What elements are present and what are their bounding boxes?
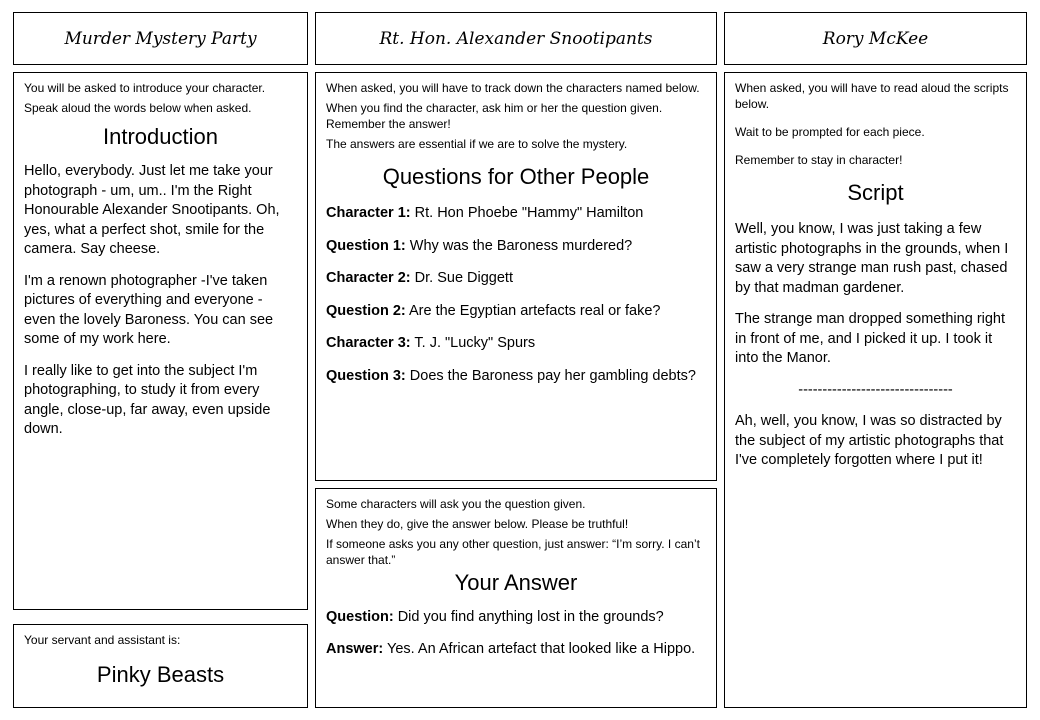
answer-text: Answer: Yes. An African artefact that looked like a Hippo. — [326, 640, 696, 657]
questions-instruction: The answers are essential if we are to solve the mystery. — [326, 137, 628, 151]
questions-panel — [315, 72, 717, 481]
script-paragraph: The strange man dropped something right in front of me, and I picked it up. I took it into the Manor. — [735, 311, 1006, 366]
script-paragraph: Ah, well, you know, I was so distracted by the subject of my artistic photographs that I've completely forgotten where I put it! — [735, 413, 1004, 468]
header-player — [724, 12, 1027, 65]
character-name: Rt. Hon. Alexander Snootipants — [379, 28, 653, 49]
answer-question: Question: Did you find anything lost in the grounds? — [326, 609, 664, 625]
intro-paragraph: Hello, everybody. Just let me take your photograph - um, um.. I'm the Right Honourable Alexander Snootipants. Oh, yes, what a perfect shot, smile for the camera. Say cheese. — [24, 163, 280, 257]
questions-instruction: When asked, you will have to track down the characters named below. — [326, 81, 700, 95]
intro-paragraph: I really like to get into the subject I'm photographing, to study it from every angle, close-up, far away, even upside down. — [24, 362, 271, 437]
answer-panel — [315, 488, 717, 708]
script-instruction: When asked, you will have to read aloud the scripts below. — [735, 81, 1009, 111]
party-title: Murder Mystery Party — [64, 28, 257, 49]
questions-heading: Questions for Other People — [382, 164, 650, 189]
intro-instruction: Speak aloud the words below when asked. — [24, 101, 252, 115]
answer-instruction: When they do, give the answer below. Please be truthful! — [326, 517, 629, 531]
intro-paragraph: I'm a renown photographer -I've taken pictures of everything and everyone - even the lovely Baroness. You can see some of my work here. — [24, 272, 274, 347]
script-instruction: Remember to stay in character! — [735, 153, 903, 167]
question-item: Character 3: T. J. "Lucky" Spurs — [326, 335, 536, 351]
introduction-panel — [13, 72, 308, 610]
question-item: Question 3: Does the Baroness pay her gambling debts? — [326, 367, 696, 384]
answer-instruction: Some characters will ask you the question given. — [326, 497, 586, 511]
questions-instruction: When you find the character, ask him or her the question given. Remember the answer! — [326, 101, 663, 131]
servant-panel — [13, 624, 308, 708]
answer-heading: Your Answer — [454, 570, 578, 595]
script-divider: -------------------------------- — [798, 381, 953, 398]
script-instruction: Wait to be prompted for each piece. — [735, 125, 925, 139]
question-item: Character 2: Dr. Sue Diggett — [326, 270, 513, 286]
player-name: Rory McKee — [822, 28, 929, 49]
question-item: Character 1: Rt. Hon Phoebe "Hammy" Hamilton — [326, 205, 644, 221]
header-character — [315, 12, 717, 65]
script-heading: Script — [847, 180, 904, 205]
question-item: Question 1: Why was the Baroness murdered? — [326, 237, 633, 254]
answer-instruction: If someone asks you any other question, just answer: “I’m sorry. I can’t answer that.” — [326, 537, 700, 567]
intro-instruction: You will be asked to introduce your character. — [24, 81, 266, 95]
question-item: Question 2: Are the Egyptian artefacts real or fake? — [326, 302, 661, 319]
servant-name: Pinky Beasts — [96, 662, 225, 687]
introduction-heading: Introduction — [103, 124, 218, 149]
script-panel — [724, 72, 1027, 708]
script-paragraph: Well, you know, I was just taking a few artistic photographs in the grounds, when I saw a very strange man rush past, chased by that madman gardener. — [735, 221, 1009, 296]
header-party — [13, 12, 308, 65]
servant-label: Your servant and assistant is: — [24, 633, 181, 647]
